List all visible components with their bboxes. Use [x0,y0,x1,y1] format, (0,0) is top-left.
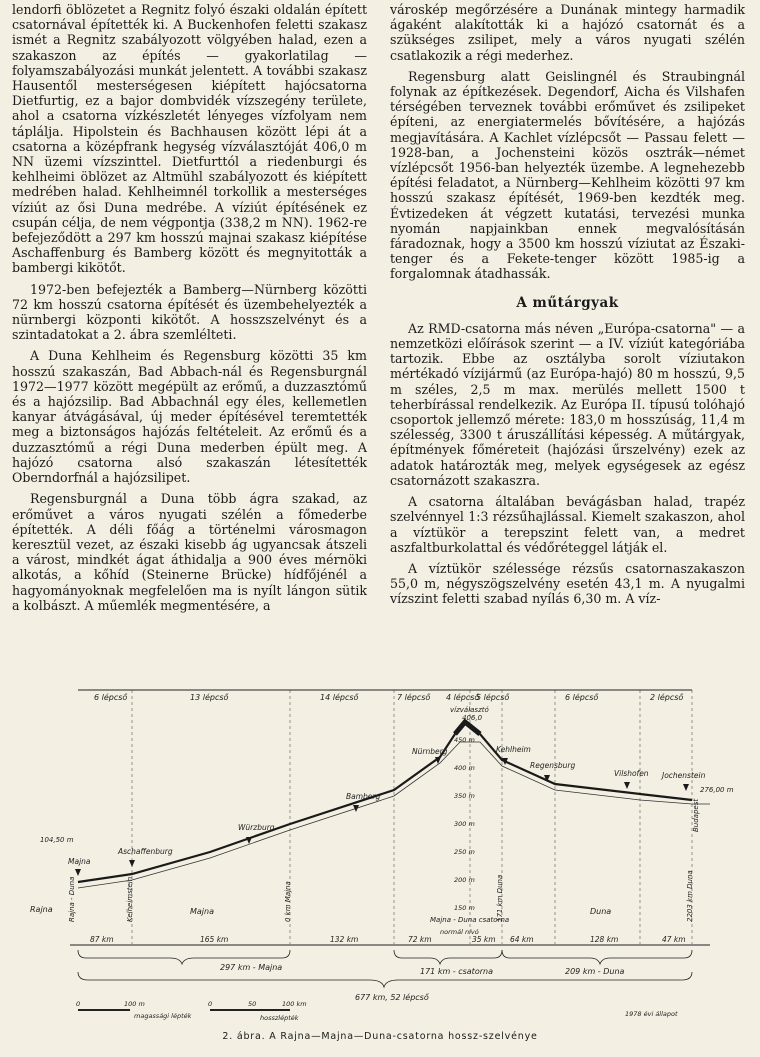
river-label: Majna [190,907,214,916]
elevation-tick: 150 m [454,904,475,912]
segment-km: 165 km [200,935,229,944]
river-label: Duna [590,907,612,916]
scale-label: hosszlépték [260,1014,299,1022]
paragraph: városkép megőrzésére a Dunának mintegy harmadik ágaként alakították ki a hajózó csatornát és a szükséges zsilipet, mely a város nyugati szélén csatlakozik a régi mederhez. [390,2,745,63]
scale-value: 50 [248,1000,257,1008]
town-label: Majna [68,857,91,866]
elevation-tick: 400 m [454,764,475,772]
segment-km: 47 km [662,935,686,944]
town-label: Würzburg [238,823,275,832]
paragraph: 1972-ben befejezték a Bamberg—Nürnberg közötti 72 km hosszú csatorna építését és üzembehelyezték a nürnbergi központi kikötőt. A hosszszelvényt és a szintadatokat a 2. ábra szemlélteti. [12,281,367,343]
group-km: 297 km - Majna [220,963,283,972]
steps-label: 6 lépcső [94,693,128,702]
group-km: 209 km - Duna [565,967,625,976]
town-label: Nürnberg [412,747,448,756]
left-level: 104,50 m [40,836,74,844]
paragraph: A csatorna általában bevágásban halad, trapéz szelvénnyel 1:3 rézsűhajlással. Kiemelt szakaszon, ahol a víztükör a terepszint felett van, a medret aszfaltburkolattal és védőréteggel látják el. [390,494,745,555]
summit-label: vízválasztó [450,706,489,714]
reference-level-label: normál nívó [440,928,479,936]
steps-label: 14 lépcső [320,693,359,702]
town-label: Vilshofen [614,769,649,778]
paragraph: Az RMD-csatorna más néven „Európa-csatorna" — a nemzetközi előírások szerint — a IV. víziút kategóriába tartozik. Ebbe az osztályba sorolt víziutakon mértékadó vízijármű (az Európa-hajó) 80 m hosszú, 9,5 m széles, 2,5 m max. merülés mellett 1500 t teherbírással rendelkezik. Az Európa II. típusú tolóhajó csoportok jellemző mérete: 183,0 m hosszúság, 11,4 m szélesség, 3300 t áruszállítási képesség. A műtárgyak, építmények főméreteit (hajózási űrszelvény) ezek az adatok határozták meg, melyek egységesek az egész csatornázott szakaszra. [390,320,745,488]
section-title: A műtárgyak [516,294,619,311]
town-label: Bamberg [346,792,381,801]
river-label: Rajna [30,905,53,914]
canal-profile [78,722,692,882]
segment-km: 132 km [330,935,359,944]
elevation-tick: 250 m [454,848,475,856]
town-label: Aschaffenburg [118,847,173,856]
elevation-axis [454,736,475,912]
vertical-label: Rajna - Duna [68,876,76,922]
scale-bars [76,1000,678,1022]
right-level: 276,00 m [700,786,734,794]
segment-km: 128 km [590,935,619,944]
vertical-label: 171 km Duna [496,874,504,922]
steps-label: 7 lépcső [397,693,431,702]
steps-label: 6 lépcső [565,693,599,702]
right-text-column [390,2,745,613]
steps-label: 4 lépcső [446,693,480,702]
scale-label: magassági lépték [134,1012,192,1020]
segment-km: 64 km [510,935,534,944]
status-note: 1978 évi állapot [625,1010,678,1018]
elevation-tick: 350 m [454,792,475,800]
paragraph: A Duna Kehlheim és Regensburg közötti 35 km hosszú szakaszán, Bad Abbach-nál és Regensburgnál 1972—1977 között megépült az erőmű, a duzzasztómű és a hajózsilip. Bad Abbachnál egy éles, kellemetlen kanyar átvágásával, új meder építésével teremtették meg a biztonságos hajózás feltételeit. Az erőmű és a duzzasztómű a régi Duna mederben épült meg. A hajózó csatorna alsó szakaszán létesítették Oberndorfnál a hajózsilipet. [12,348,367,486]
lock-markers [75,757,689,876]
summit-level: 406,0 [462,714,483,722]
steps-label: 13 lépcső [190,693,229,702]
steps-label: 2 lépcső [650,693,684,702]
vertical-label: Budapest [692,798,700,832]
town-label: Jochenstein [662,771,706,780]
segment-km: 72 km [408,935,432,944]
segment-km: 35 km [472,935,496,944]
total-km: 677 km, 52 lépcső [355,993,429,1002]
paragraph: A víztükör szélessége rézsűs csatornaszakaszon 55,0 m, négyszögszelvény esetén 43,1 m. A nyugalmi vízszint feletti szabad nyílás 6,30 m. A víz- [390,560,745,607]
elevation-tick: 450 m [454,736,475,744]
elevation-tick: 200 m [454,876,475,884]
paragraph: Regensburg alatt Geislingnél és Straubingnál folynak az építkezések. Degendorf, Aicha és Vilshafen térségében terveznek további erőművet és zsilipeket építeni, az energiatermelés bővítésére, a hajózás megjavítására. A Kachlet vízlépcsőt — Passau felett — 1928-ban, a Jochensteini közös osztrák—német vízlépcsőt 1956-ban helyezték üzembe. A legnehezebb építési feladatot, a Nürnberg—Kehlheim közötti 97 km hosszú szakasz építését, 1969-ben kezdték meg. Évtizedeken át végzett kutatási, tervezési munka nyomán napjainkban ennek megvalósításán fáradoznak, hogy a 3500 km hosszú víziutat az Északi-tenger és a Fekete-tenger között 1985-ig a forgalomnak átadhassák. [390,68,745,282]
segment-km: 87 km [90,935,114,944]
left-text-column [12,2,367,619]
scale-value: 0 [76,1000,81,1008]
scale-value: 0 [208,1000,213,1008]
vertical-label: 2203 km Duna [686,870,694,922]
town-label: Regensburg [530,761,576,770]
group-km: 171 km - csatorna [420,967,493,976]
scale-value: 100 m [124,1000,145,1008]
figure-dividers [132,690,692,944]
vertical-label: 0 km Majna [284,881,292,922]
steps-label: 5 lépcső [476,693,510,702]
paragraph: Regensburgnál a Duna több ágra szakad, az erőművet a város nyugati szélén a főmederbe építették. A déli főág a történelmi városmagon keresztül vezet, az északi kisebb ág ugyancsak átszeli a várost, mindkét ágat áthidalja a 900 éves mérnöki alkotás, a kőhíd (Steinerne Brücke) hídfőjénél a hagyományoknak megfelelően ma is nyílt lángon sütik a kolbászt. A műemlék megmentésére, a [12,491,367,613]
scale-value: 100 km [282,1000,307,1008]
longitudinal-profile-figure [10,682,750,1027]
vertical-label: Kelheimstein [126,876,134,922]
paragraph: lendorfi öblözetet a Regnitz folyó északi oldalán épített csatornával építették ki. A Buckenhofen feletti szakasz ismét a Regnitz szabályozott völgyében halad, ezen a szakaszon az építés — gyakorlatilag — folyamszabályozási munkát jelentett. A további szakasz Hausentől mesterségesen kiépített hajócsatorna Dietfurtig, ez a bajor dombvidék vízszegény területe, ahol a csatorna vízkészletét lényeges vízfolyam nem táplálja. Hipolstein és Bachhausen között lépi át a csatorna a középfrank hegység vízválasztóját 406,0 m NN üzemi vízszinttel. Dietfurttól a riedenburgi és kehlheimi öblözet az Altmühl szabályozott és kiépített medrében halad. Kehlheimnél torkollik a mesterséges víziút az ősi Duna medrébe. A víziút építésének ez csupán célja, de nem végpontja (338,2 m NN). 1962-re befejeződött a 297 km hosszú majnai szakasz kiépítése Aschaffenburg és Bamberg között és megnyitották a bambergi kikötőt. [12,2,367,276]
vertical-label: Majna - Duna csatorna [430,916,510,924]
elevation-tick: 300 m [454,820,475,828]
figure-caption: 2. ábra. A Rajna—Majna—Duna-csatorna hossz-szelvénye [222,1031,538,1042]
town-label: Kehlheim [496,745,531,754]
